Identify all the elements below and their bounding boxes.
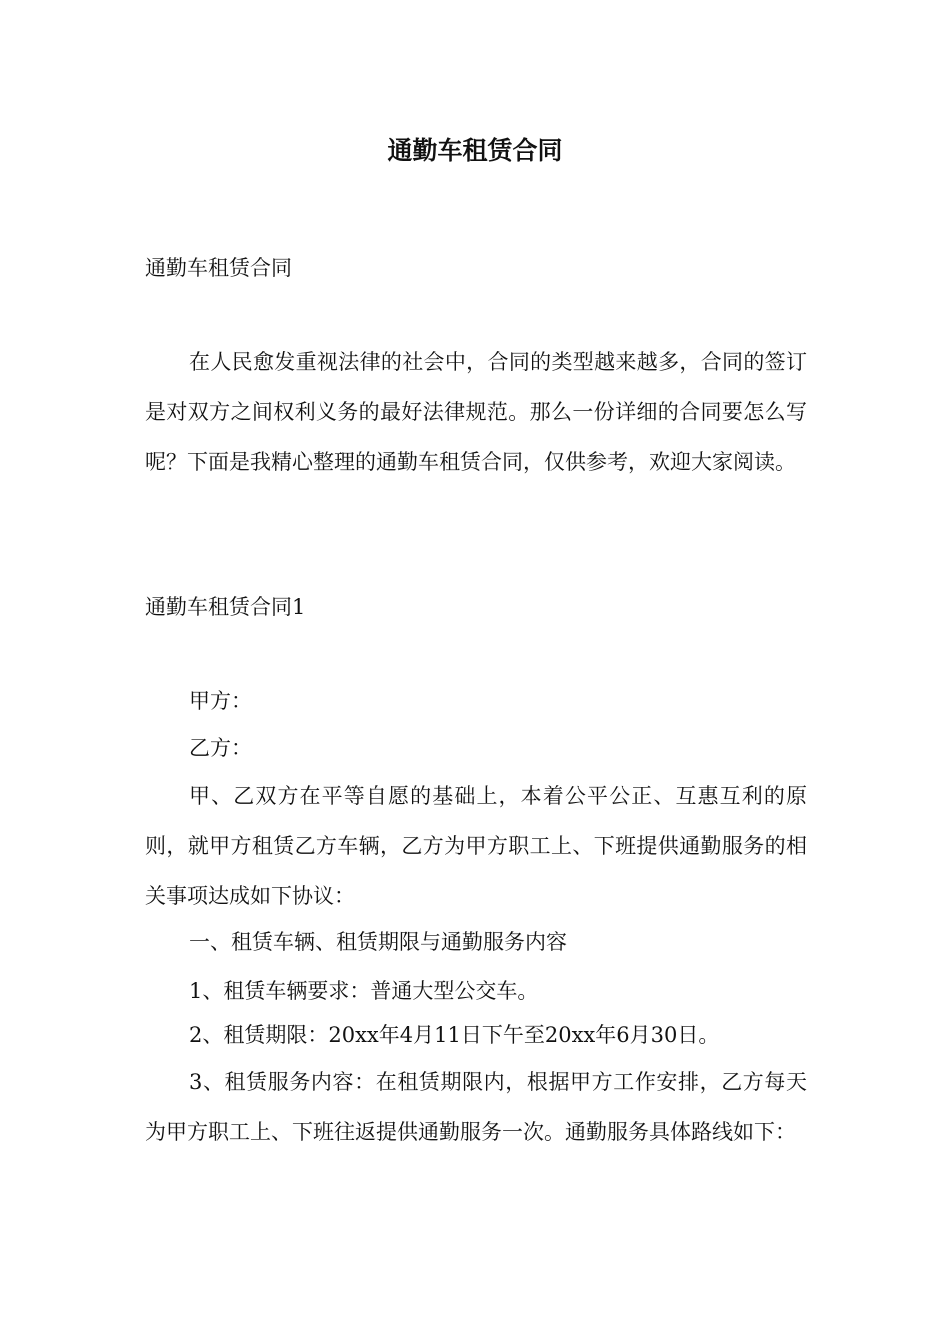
preamble-paragraph: 甲、乙双方在平等自愿的基础上，本着公平公正、互惠互利的原则，就甲方租赁乙方车辆，乙方为甲方职工上、下班提供通勤服务的相关事项达成如下协议： bbox=[145, 784, 807, 908]
section-title: 通勤车租赁合同1 bbox=[145, 595, 306, 619]
party-b-label: 乙方： bbox=[189, 736, 252, 760]
intro-paragraph: 在人民愈发重视法律的社会中，合同的类型越来越多，合同的签订是对双方之间权利义务的最好法律规范。那么一份详细的合同要怎么写呢？下面是我精心整理的通勤车租赁合同，仅供参考，欢迎大家阅读。 bbox=[145, 350, 807, 474]
party-a-label: 甲方： bbox=[189, 689, 252, 713]
document-subtitle: 通勤车租赁合同 bbox=[145, 256, 292, 280]
document-title: 通勤车租赁合同 bbox=[387, 136, 563, 165]
clause-1-2: 2、租赁期限：20xx年4月11日下午至20xx年6月30日。 bbox=[189, 1023, 720, 1047]
clause-1-3: 3、租赁服务内容：在租赁期限内，根据甲方工作安排，乙方每天为甲方职工上、下班往返提供通勤服务一次。通勤服务具体路线如下： bbox=[145, 1070, 807, 1144]
clause-1-heading: 一、租赁车辆、租赁期限与通勤服务内容 bbox=[189, 930, 567, 954]
clause-1-1: 1、租赁车辆要求：普通大型公交车。 bbox=[189, 979, 539, 1003]
